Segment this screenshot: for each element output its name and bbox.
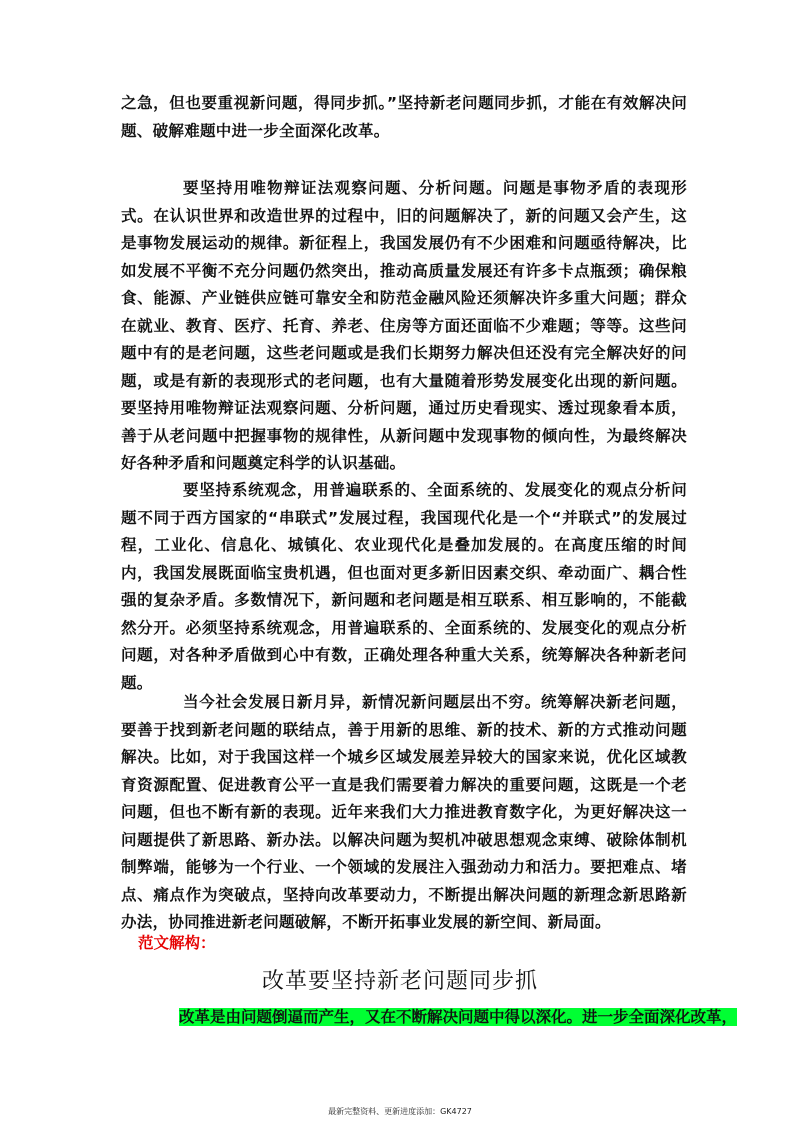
section-label: 范文解构： xyxy=(138,934,216,952)
highlighted-text: 改革是由问题倒逼而产生，又在不断解决问题中得以深化。进一步全面深化改革， xyxy=(179,1008,738,1026)
paragraph-link-point: 当今社会发展日新月异，新情况新问题层出不穷。统筹解决新老问题，要善于找到新老问题的联结点，善于用新的思维、新的技术、新的方式推动问题解决。比如，对于我国这样一个城乡区域发展差异较大的国家来说，优化区域教育资源配置、促进教育公平一直是我们需要着力解决的重要问题，这既是一个老问题，但也不断有新的表现。近年来我们大力推进教育数字化，为更好解决这一问题提供了新思路、新办法。以解决问题为契机冲破思想观念束缚、破除体制机制弊端，能够为一个行业、一个领域的发展注入强劲动力和活力。要把难点、堵点、痛点作为突破点，坚持向改革要动力，不断提出解决问题的新理念新思路新办法，协同推进新老问题破解，不断开拓事业发展的新空间、新局面。 xyxy=(121,693,687,931)
paragraph-continuation: 之急，但也要重视新问题，得同步抓。”坚持新老问题同步抓，才能在有效解决问题、破解难题中进一步全面深化改革。 xyxy=(121,94,687,140)
page-footer: 最新完整资料、更新进度添加：GK4727 xyxy=(328,1107,472,1116)
paragraph-system-view: 要坚持系统观念，用普遍联系的、全面系统的、发展变化的观点分析问题不同于西方国家的“串联式”发展过程，我国现代化是一个“并联式”的发展过程，工业化、信息化、城镇化、农业现代化是叠加发展的。在高度压缩的时间内，我国发展既面临宝贵机遇，但也面对更多新旧因素交织、牵动面广、耦合性强的复杂矛盾。多数情况下，新问题和老问题是相互联系、相互影响的，不能截然分开。必须坚持系统观念，用普遍联系的、全面系统的、发展变化的观点分析问题，对各种矛盾做到心中有数，正确处理各种重大关系，统筹解决各种新老问题。 xyxy=(121,481,687,692)
paragraph-dialectics: 要坚持用唯物辩证法观察问题、分析问题。问题是事物矛盾的表现形式。在认识世界和改造世界的过程中，旧的问题解决了，新的问题又会产生，这是事物发展运动的规律。新征程上，我国发展仍有不少困难和问题亟待解决，比如发展不平衡不充分问题仍然突出，推动高质量发展还有许多卡点瓶颈；确保粮食、能源、产业链供应链可靠安全和防范金融风险还须解决许多重大问题；群众在就业、教育、医疗、托育、养老、住房等方面还面临不少难题；等等。这些问题中有的是老问题，这些老问题或是我们长期努力解决但还没有完全解决好的问题，或是有新的表现形式的老问题，也有大量随着形势发展变化出现的新问题。要坚持用唯物辩证法观察问题、分析问题，通过历史看现实、透过现象看本质，善于从老问题中把握事物的规律性，从新问题中发现事物的倾向性，为最终解决好各种矛盾和问题奠定科学的认识基础。 xyxy=(121,179,687,472)
essay-title: 改革要坚持新老问题同步抓 xyxy=(261,969,538,994)
essay-first-line xyxy=(179,1005,737,1029)
